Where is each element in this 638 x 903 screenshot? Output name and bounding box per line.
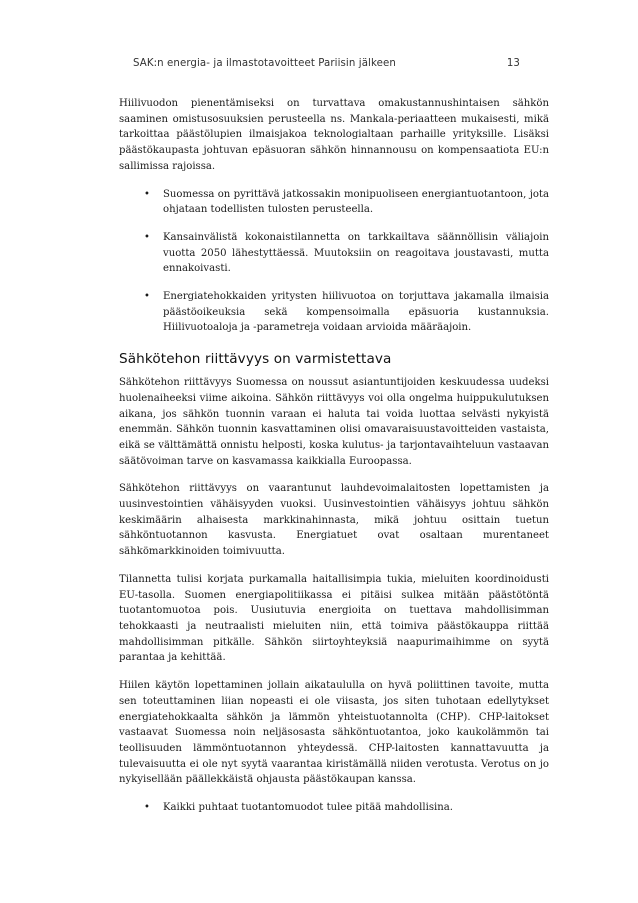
list-item [119,800,549,816]
bullet-icon: • [144,291,150,303]
section-paragraph: Sähkötehon riittävyys on vaarantunut lauhdevoimalaitosten lopettamisten ja uusinvestointien vähäisyyden vuoksi. Uusinvestointien vähäisyys johtuu sähkön keskimäärin alhaisesta markkinahinnasta, mikä johtuu osittain tuetun sähköntuotannon kasvusta. Energiatuet ovat osaltaan murentaneet sähkömarkkinoiden toimivuutta. [119,483,549,558]
section-paragraph: Hiilen käytön lopettaminen jollain aikataululla on hyvä poliittinen tavoite, mutta sen toteuttaminen liian nopeasti ei ole viisasta, jos siten tuhotaan edellytykset energiatehokkaalta sähkön ja lämmön yhteistuotannolta (CHP). CHP-laitokset vastaavat Suomessa noin neljäsosasta sähköntuotantoa, joko kaukolämmön tai teollisuuden lämmöntuotannon yhteydessä. CHP-laitosten kannattavuutta ja tulevaisuutta ei ole nyt syytä vaarantaa kiristämällä niiden verotusta. Verotus on jo nykyisellään päällekkäistä ohjausta päästökaupan kanssa. [119,680,549,786]
page-number: 13 [506,58,520,69]
body-text [119,96,549,828]
section-paragraph: Tilannetta tulisi korjata purkamalla haitallisimpia tukia, mieluiten koordinoidusti EU-tasolla. Suomen energiapolitiikassa ei pitäisi sulkea mitään päästötöntä tuotantomuotoa pois. Uusiutuvia energioita on tuettava mahdollisimman tehokkaasti ja neutraalisti mieluiten niin, että toimiva päästökauppa riittää mahdollisimman pitkälle. Sähkön siirtoyhteyksiä naapurimaihimme on syytä parantaa ja kehittää. [119,573,549,664]
bullet-list-2 [119,800,549,816]
section-paragraph: Sähkötehon riittävyys Suomessa on noussut asiantuntijoiden keskuudessa uudeksi huolenaiheeksi viime aikoina. Sähkön riittävyys voi olla ongelma huippukulutuksen aikana, jos sähkön tuonnin varaan ei haluta tai voida luottaa selvästi nykyistä enemmän. Sähkön tuonnin kasvattaminen olisi omavaraisuustavoitteiden vastaista, eikä se välttämättä onnistu helposti, koska kulutus- ja tarjontavaihteluun vastaavan säätövoiman tarve on kasvamassa kaikkialla Euroopassa. [119,377,549,467]
list-item-text: Suomessa on pyrittävä jatkossakin monipuoliseen energiantuotantoon, jota ohjataan todellisten tulosten perusteella. [163,188,549,216]
section-heading: Sähkötehon riittävyys on varmistettava [119,351,392,368]
running-header [133,58,520,69]
list-item-text: Kansainvälistä kokonaistilannetta on tarkkailtava säännöllisin väliajoin vuotta 2050 lähestyttäessä. Muutoksiin on reagoitava joustavasti, mutta ennakoivasti. [163,231,549,275]
list-item-text: Kaikki puhtaat tuotantomuodot tulee pitää mahdollisina. [163,802,453,814]
bullet-icon: • [144,231,150,243]
list-item [119,230,549,277]
list-item-text: Energiatehokkaiden yritysten hiilivuotoa on torjuttava jakamalla ilmaisia päästöoikeuksia sekä kompensoimalla epäsuoria kustannuksia. Hiilivuotoaloja ja -parametreja voidaan arvioida määräajoin. [163,291,549,334]
intro-paragraph: Hiilivuodon pienentämiseksi on turvattava omakustannushintaisen sähkön saaminen omistusosuuksien perusteella ns. Mankala-periaatteen mukaisesti, mikä tarkoittaa päästölupien ilmaisjakoa teknologialtaan parhaille yrityksille. Lisäksi päästökaupasta johtuvan epäsuoran sähkön hinnannousu on kompensaatiota EU:n sallimissa rajoissa. [119,98,549,172]
bullet-icon: • [144,802,150,814]
bullet-list-1 [119,187,549,337]
list-item [119,187,549,218]
list-item [119,289,549,336]
bullet-icon: • [144,188,150,200]
header-title: SAK:n energia- ja ilmastotavoitteet Pariisin jälkeen [133,58,396,69]
